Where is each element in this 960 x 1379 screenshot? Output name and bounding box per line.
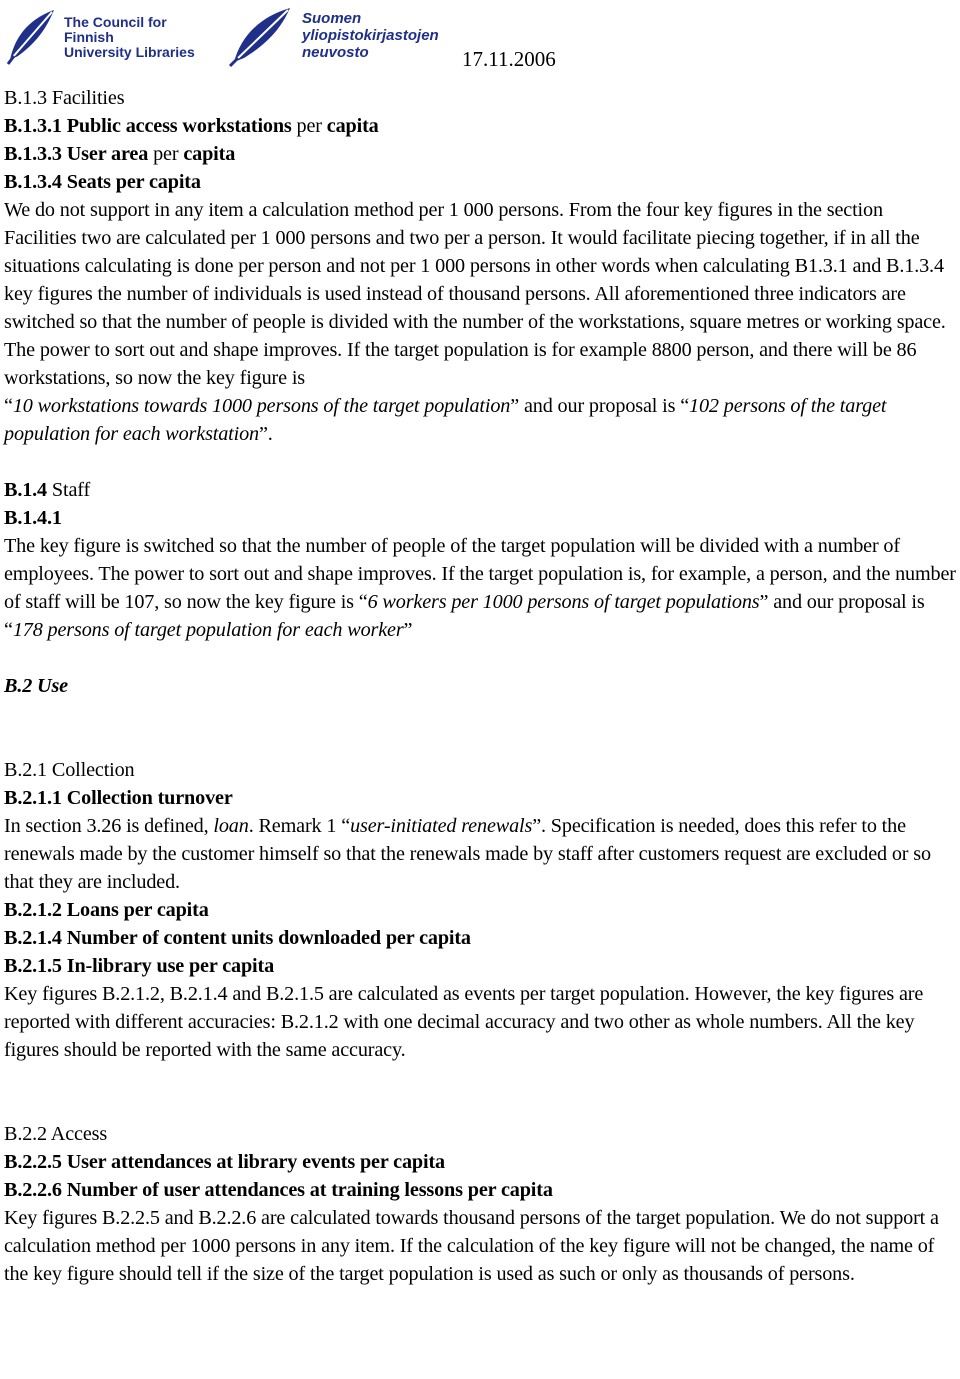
item-heading: B.1.3.1 Public access workstations per capita <box>4 115 379 137</box>
item-heading: B.2.1.4 Number of content units downloaded per capita <box>4 927 471 949</box>
section-heading: B.1.3 Facilities <box>4 87 125 109</box>
item-heading: B.2.1.2 Loans per capita <box>4 899 209 921</box>
document-body <box>4 84 960 1288</box>
document-date: 17.11.2006 <box>462 47 556 71</box>
feather-icon <box>4 6 60 66</box>
item-heading: B.2.2.6 Number of user attendances at training lessons per capita <box>4 1179 553 1201</box>
council-logo-text: The Council for Finnish University Libraries <box>64 14 195 60</box>
section-heading: B.1.4 Staff <box>4 479 91 501</box>
item-heading: B.2.1.5 In-library use per capita <box>4 955 275 977</box>
section-heading: B.2.2 Access <box>4 1123 108 1145</box>
section-heading: B.2.1 Collection <box>4 759 135 781</box>
section-heading: B.2 Use <box>4 675 68 697</box>
neuvosto-logo-text: Suomen yliopistokirjastojen neuvosto <box>302 10 439 61</box>
neuvosto-logo <box>228 6 458 66</box>
item-heading: B.1.3.3 User area per capita <box>4 143 236 165</box>
item-heading: B.1.3.4 Seats per capita <box>4 171 201 193</box>
council-logo <box>4 6 214 66</box>
paragraph: Key figures B.2.1.2, B.2.1.4 and B.2.1.5 are calculated as events per target population. However, the key figures are reported with different accuracies: B.2.1.2 with one decimal accuracy and two other as whole numbers. All the key figures should be reported with the same accuracy. <box>4 983 924 1061</box>
paragraph: Key figures B.2.2.5 and B.2.2.6 are calculated towards thousand persons of the target population. We do not support a calculation method per 1000 persons in any item. If the calculation of the key figure will not be changed, the name of the key figure should tell if the size of the target population is used as such or only as thousands of persons. <box>4 1207 939 1285</box>
item-heading: B.2.1.1 Collection turnover <box>4 787 233 809</box>
feather-icon <box>228 6 298 68</box>
item-heading: B.1.4.1 <box>4 507 62 529</box>
paragraph: We do not support in any item a calculation method per 1 000 persons. From the four key figures in the section Facilities two are calculated per 1 000 persons and two per a person. It would facilitate piecing together, if in all the situations calculating is done per person and not per 1 000 persons in other words when calculating B1.3.1 and B.1.3.4 key figures the number of individuals is used instead of thousand persons. All aforementioned three indicators are switched so that the number of people is divided with the number of the workstations, square metres or working space. The power to sort out and shape improves. If the target population is for example 8800 person, and there will be 86 workstations, so now the key figure is “10 workstations towards 1000 persons of the target population” and our proposal is “102 persons of the target population for each workstation”. <box>4 199 946 445</box>
page-header <box>0 0 960 80</box>
item-heading: B.2.2.5 User attendances at library events per capita <box>4 1151 445 1173</box>
paragraph: The key figure is switched so that the number of people of the target population will be divided with a number of employees. The power to sort out and shape improves. If the target population is, for example, a person, and the number of staff will be 107, so now the key figure is “6 workers per 1000 persons of target populations” and our proposal is “178 persons of target population for each worker” <box>4 535 956 641</box>
paragraph: In section 3.26 is defined, loan. Remark 1 “user-initiated renewals”. Specification is needed, does this refer to the renewals made by the customer himself so that the renewals made by staff after customers request are excluded or so that they are included. <box>4 815 931 893</box>
